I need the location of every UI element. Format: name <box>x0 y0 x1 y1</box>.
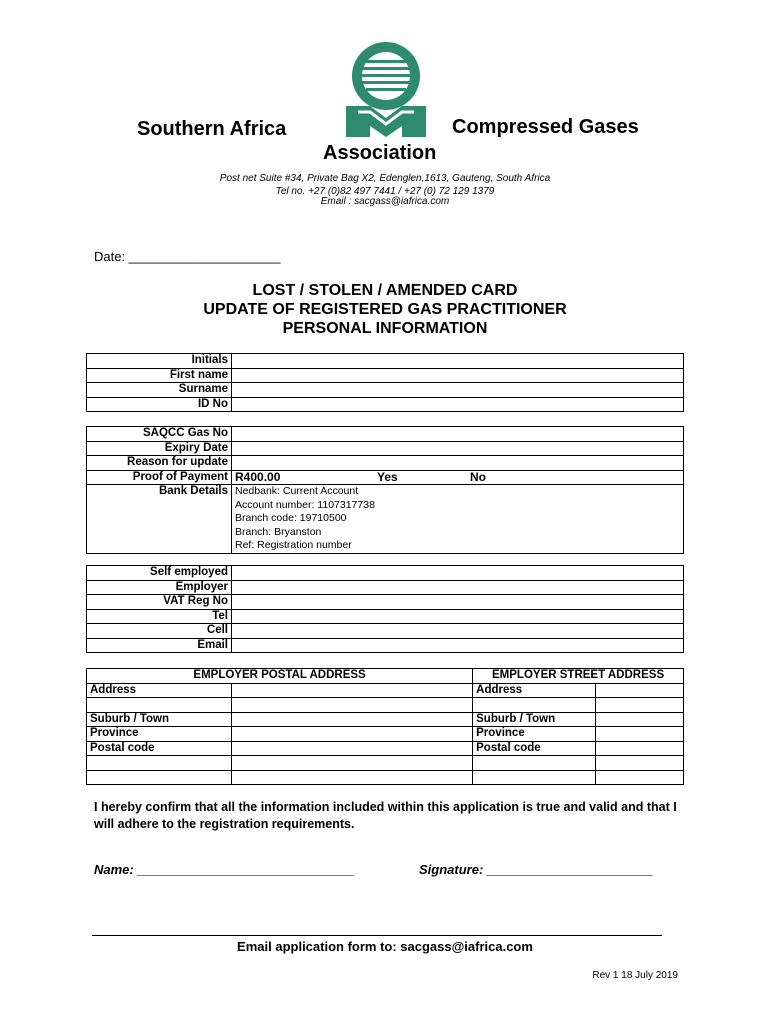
signature-field[interactable]: Signature: _______________________ <box>419 862 654 877</box>
street-label-postal-code: Postal code <box>473 741 596 756</box>
footer-divider <box>92 935 662 936</box>
label-email: Email <box>87 638 232 653</box>
reason-for-update-field[interactable] <box>232 456 684 471</box>
street-address-field[interactable] <box>596 683 684 698</box>
payment-amount: R400.00 <box>235 469 281 484</box>
postal-address-header: EMPLOYER POSTAL ADDRESS <box>87 669 473 684</box>
street-label-province: Province <box>473 727 596 742</box>
label-vat-reg-no: VAT Reg No <box>87 595 232 610</box>
street-suburb-field[interactable] <box>596 712 684 727</box>
bank-detail-line: Account number: 1107317738 <box>235 498 375 511</box>
address-line-1: Post net Suite #34, Private Bag X2, Edenglen,1613, Gauteng, South Africa <box>219 173 551 184</box>
label-employer: Employer <box>87 580 232 595</box>
bank-detail-line: Branch: Bryanston <box>235 525 322 538</box>
id-no-field[interactable] <box>232 397 684 412</box>
street-label-address: Address <box>473 683 596 698</box>
street-postal-code-field[interactable] <box>596 741 684 756</box>
label-surname: Surname <box>87 383 232 398</box>
postal-extra-field-2[interactable] <box>232 770 473 785</box>
postal-label-suburb: Suburb / Town <box>87 712 232 727</box>
label-self-employed: Self employed <box>87 566 232 581</box>
org-name-right: Compressed Gases <box>452 116 639 138</box>
bank-detail-line: Nedbank: Current Account <box>235 485 359 497</box>
postal-suburb-field[interactable] <box>232 712 473 727</box>
email-field[interactable] <box>232 638 684 653</box>
street-address-field-2[interactable] <box>596 698 684 713</box>
postal-extra-field-1[interactable] <box>232 756 473 771</box>
bank-detail-line: Branch code: 19710500 <box>235 512 347 524</box>
label-expiry-date: Expiry Date <box>87 441 232 456</box>
name-signature-field[interactable]: Name: ______________________________ <box>94 862 355 877</box>
email-application-to: Email application form to: sacgass@iafrica.com <box>237 939 533 954</box>
confirmation-statement: I hereby confirm that all the information included within this application is true and valid and that I will adhere to the registration requirements. <box>94 800 677 831</box>
saqcc-gas-no-field[interactable] <box>232 427 684 442</box>
postal-label-province: Province <box>87 727 232 742</box>
address-table <box>86 668 684 785</box>
postal-address-field[interactable] <box>232 683 473 698</box>
cell-field[interactable] <box>232 624 684 639</box>
street-extra-field-1[interactable] <box>596 756 684 771</box>
street-extra-label-2 <box>473 770 596 785</box>
label-first-name: First name <box>87 368 232 383</box>
label-tel: Tel <box>87 609 232 624</box>
label-saqcc-gas-no: SAQCC Gas No <box>87 427 232 442</box>
form-title-line-3: PERSONAL INFORMATION <box>282 320 488 337</box>
org-name-association: Association <box>323 142 437 164</box>
street-label-suburb: Suburb / Town <box>473 712 596 727</box>
postal-label-postal-code: Postal code <box>87 741 232 756</box>
postal-address-field-2[interactable] <box>232 698 473 713</box>
employment-table <box>86 565 684 653</box>
surname-field[interactable] <box>232 383 684 398</box>
payment-no-option[interactable]: No <box>470 469 486 484</box>
street-extra-label <box>473 756 596 771</box>
street-label-blank <box>473 698 596 713</box>
postal-label-blank <box>87 698 232 713</box>
label-id-no: ID No <box>87 397 232 412</box>
street-extra-field-2[interactable] <box>596 770 684 785</box>
tel-field[interactable] <box>232 609 684 624</box>
bank-details <box>232 485 684 554</box>
saqcc-table <box>86 426 684 554</box>
proof-of-payment-field[interactable] <box>232 470 684 485</box>
postal-postal-code-field[interactable] <box>232 741 473 756</box>
employer-field[interactable] <box>232 580 684 595</box>
initials-field[interactable] <box>232 354 684 369</box>
vat-reg-no-field[interactable] <box>232 595 684 610</box>
self-employed-field[interactable] <box>232 566 684 581</box>
expiry-date-field[interactable] <box>232 441 684 456</box>
street-address-header: EMPLOYER STREET ADDRESS <box>473 669 684 684</box>
street-province-field[interactable] <box>596 727 684 742</box>
postal-extra-label-2 <box>87 770 232 785</box>
org-name-left: Southern Africa <box>137 118 287 140</box>
bank-detail-line: Ref: Registration number <box>235 539 352 551</box>
form-title-line-2: UPDATE OF REGISTERED GAS PRACTITIONER <box>203 301 567 318</box>
revision-note: Rev 1 18 July 2019 <box>592 970 678 981</box>
label-reason-for-update: Reason for update <box>87 456 232 471</box>
label-proof-of-payment: Proof of Payment <box>87 470 232 485</box>
address-line-2: Tel no. +27 (0)82 497 7441 / +27 (0) 72 129 1379 <box>275 186 495 197</box>
form-title-line-1: LOST / STOLEN / AMENDED CARD <box>252 282 518 299</box>
label-cell: Cell <box>87 624 232 639</box>
first-name-field[interactable] <box>232 368 684 383</box>
postal-province-field[interactable] <box>232 727 473 742</box>
saqcc-logo <box>340 38 432 138</box>
personal-info-table <box>86 353 684 412</box>
label-initials: Initials <box>87 354 232 369</box>
date-field[interactable]: Date: _____________________ <box>94 249 281 264</box>
address-line-3: Email : sacgass@iafrica.com <box>320 196 450 207</box>
postal-extra-label <box>87 756 232 771</box>
label-bank-details: Bank Details <box>87 485 232 554</box>
payment-yes-option[interactable]: Yes <box>377 469 398 484</box>
postal-label-address: Address <box>87 683 232 698</box>
